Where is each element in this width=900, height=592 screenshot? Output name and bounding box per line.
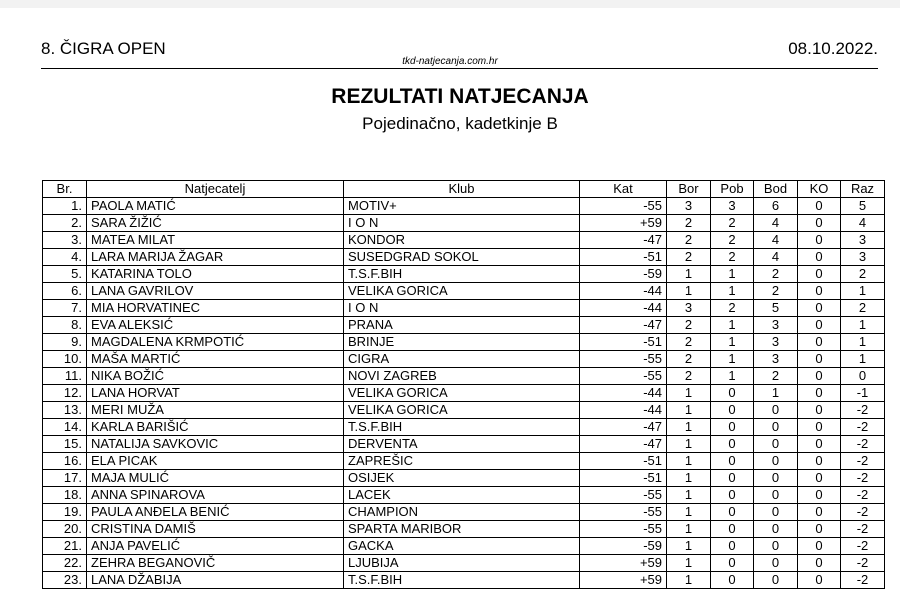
cell-competitor: LANA GAVRILOV xyxy=(87,283,344,300)
cell-competitor: KATARINA TOLO xyxy=(87,266,344,283)
cell-rank: 2. xyxy=(43,215,87,232)
cell-rank: 22. xyxy=(43,555,87,572)
cell-points: 3 xyxy=(754,334,798,351)
cell-points: 2 xyxy=(754,266,798,283)
cell-points: 0 xyxy=(754,504,798,521)
cell-points: 4 xyxy=(754,249,798,266)
cell-category: -55 xyxy=(580,351,667,368)
cell-ko: 0 xyxy=(798,487,841,504)
table-row xyxy=(43,504,885,521)
cell-ko: 0 xyxy=(798,504,841,521)
cell-points: 4 xyxy=(754,215,798,232)
cell-wins: 0 xyxy=(711,521,754,538)
page-subtitle: Pojedinačno, kadetkinje B xyxy=(362,114,558,133)
cell-points: 0 xyxy=(754,419,798,436)
cell-ko: 0 xyxy=(798,470,841,487)
cell-club: VELIKA GORICA xyxy=(344,283,580,300)
cell-competitor: MAŠA MARTIĆ xyxy=(87,351,344,368)
cell-fights: 1 xyxy=(667,436,711,453)
cell-competitor: CRISTINA DAMIŠ xyxy=(87,521,344,538)
cell-category: -55 xyxy=(580,504,667,521)
cell-club: MOTIV+ xyxy=(344,198,580,215)
cell-points: 1 xyxy=(754,385,798,402)
cell-club: CHAMPION xyxy=(344,504,580,521)
cell-competitor: PAULA ANĐELA BENIĆ xyxy=(87,504,344,521)
cell-rank: 15. xyxy=(43,436,87,453)
cell-wins: 2 xyxy=(711,300,754,317)
top-band xyxy=(0,0,900,8)
cell-competitor: MERI MUŽA xyxy=(87,402,344,419)
cell-difference: -2 xyxy=(841,470,885,487)
table-row xyxy=(43,300,885,317)
table-row xyxy=(43,555,885,572)
cell-rank: 9. xyxy=(43,334,87,351)
cell-category: -47 xyxy=(580,232,667,249)
cell-fights: 1 xyxy=(667,453,711,470)
cell-fights: 1 xyxy=(667,521,711,538)
cell-rank: 20. xyxy=(43,521,87,538)
table-row xyxy=(43,266,885,283)
cell-rank: 16. xyxy=(43,453,87,470)
cell-fights: 1 xyxy=(667,419,711,436)
cell-difference: -2 xyxy=(841,572,885,589)
cell-club: T.S.F.BIH xyxy=(344,419,580,436)
table-row xyxy=(43,419,885,436)
cell-club: ZAPREŠIC xyxy=(344,453,580,470)
cell-club: I O N xyxy=(344,300,580,317)
cell-difference: -2 xyxy=(841,453,885,470)
cell-wins: 0 xyxy=(711,504,754,521)
cell-competitor: KARLA BARIŠIĆ xyxy=(87,419,344,436)
cell-competitor: NATALIJA SAVKOVIC xyxy=(87,436,344,453)
cell-wins: 1 xyxy=(711,334,754,351)
cell-club: T.S.F.BIH xyxy=(344,572,580,589)
cell-fights: 2 xyxy=(667,368,711,385)
cell-points: 2 xyxy=(754,368,798,385)
cell-competitor: NIKA BOŽIĆ xyxy=(87,368,344,385)
cell-club: LJUBIJA xyxy=(344,555,580,572)
cell-rank: 7. xyxy=(43,300,87,317)
cell-fights: 1 xyxy=(667,470,711,487)
cell-difference: -2 xyxy=(841,521,885,538)
cell-category: -51 xyxy=(580,453,667,470)
cell-fights: 1 xyxy=(667,555,711,572)
cell-points: 0 xyxy=(754,521,798,538)
cell-wins: 2 xyxy=(711,215,754,232)
cell-fights: 1 xyxy=(667,487,711,504)
cell-wins: 0 xyxy=(711,538,754,555)
cell-competitor: ZEHRA BEGANOVIČ xyxy=(87,555,344,572)
cell-club: I O N xyxy=(344,215,580,232)
cell-category: +59 xyxy=(580,555,667,572)
cell-wins: 0 xyxy=(711,453,754,470)
cell-difference: 0 xyxy=(841,368,885,385)
cell-ko: 0 xyxy=(798,436,841,453)
cell-competitor: MAGDALENA KRMPOTIĆ xyxy=(87,334,344,351)
cell-wins: 0 xyxy=(711,470,754,487)
table-row xyxy=(43,351,885,368)
cell-points: 0 xyxy=(754,470,798,487)
cell-category: +59 xyxy=(580,215,667,232)
cell-rank: 10. xyxy=(43,351,87,368)
cell-category: -47 xyxy=(580,436,667,453)
cell-club: BRINJE xyxy=(344,334,580,351)
cell-wins: 0 xyxy=(711,385,754,402)
cell-club: PRANA xyxy=(344,317,580,334)
cell-rank: 4. xyxy=(43,249,87,266)
cell-ko: 0 xyxy=(798,334,841,351)
cell-fights: 2 xyxy=(667,334,711,351)
cell-difference: 2 xyxy=(841,300,885,317)
cell-club: SUSEDGRAD SOKOL xyxy=(344,249,580,266)
cell-competitor: ELA PICAK xyxy=(87,453,344,470)
cell-rank: 1. xyxy=(43,198,87,215)
header-divider xyxy=(41,68,878,69)
cell-ko: 0 xyxy=(798,249,841,266)
event-date: 08.10.2022. xyxy=(788,39,878,58)
cell-category: -55 xyxy=(580,368,667,385)
cell-fights: 3 xyxy=(667,198,711,215)
cell-category: +59 xyxy=(580,572,667,589)
cell-difference: 1 xyxy=(841,351,885,368)
cell-fights: 1 xyxy=(667,402,711,419)
cell-points: 6 xyxy=(754,198,798,215)
cell-difference: 1 xyxy=(841,317,885,334)
cell-fights: 1 xyxy=(667,266,711,283)
cell-club: SPARTA MARIBOR xyxy=(344,521,580,538)
cell-category: -47 xyxy=(580,419,667,436)
cell-difference: -2 xyxy=(841,436,885,453)
cell-fights: 1 xyxy=(667,385,711,402)
cell-club: DERVENTA xyxy=(344,436,580,453)
cell-rank: 12. xyxy=(43,385,87,402)
cell-rank: 23. xyxy=(43,572,87,589)
cell-ko: 0 xyxy=(798,300,841,317)
table-header-row xyxy=(43,181,885,198)
cell-club: VELIKA GORICA xyxy=(344,385,580,402)
cell-ko: 0 xyxy=(798,402,841,419)
table-row xyxy=(43,453,885,470)
cell-rank: 3. xyxy=(43,232,87,249)
col-header-ko: KO xyxy=(798,181,841,198)
table-row xyxy=(43,402,885,419)
table-row xyxy=(43,385,885,402)
table-row xyxy=(43,232,885,249)
col-header-kat: Kat xyxy=(580,181,667,198)
cell-ko: 0 xyxy=(798,419,841,436)
cell-competitor: MAJA MULIĆ xyxy=(87,470,344,487)
col-header-bor: Bor xyxy=(667,181,711,198)
cell-points: 0 xyxy=(754,555,798,572)
cell-club: GACKA xyxy=(344,538,580,555)
cell-ko: 0 xyxy=(798,317,841,334)
cell-ko: 0 xyxy=(798,198,841,215)
cell-difference: -2 xyxy=(841,419,885,436)
cell-points: 0 xyxy=(754,538,798,555)
cell-difference: 1 xyxy=(841,283,885,300)
cell-competitor: EVA ALEKSIĆ xyxy=(87,317,344,334)
cell-difference: 2 xyxy=(841,266,885,283)
cell-ko: 0 xyxy=(798,453,841,470)
cell-category: -44 xyxy=(580,283,667,300)
cell-category: -59 xyxy=(580,266,667,283)
cell-competitor: MIA HORVATINEC xyxy=(87,300,344,317)
cell-ko: 0 xyxy=(798,232,841,249)
cell-wins: 0 xyxy=(711,402,754,419)
cell-difference: -2 xyxy=(841,402,885,419)
table-row xyxy=(43,283,885,300)
cell-fights: 1 xyxy=(667,504,711,521)
cell-fights: 1 xyxy=(667,572,711,589)
cell-competitor: PAOLA MATIĆ xyxy=(87,198,344,215)
cell-club: KONDOR xyxy=(344,232,580,249)
cell-difference: -2 xyxy=(841,555,885,572)
cell-wins: 0 xyxy=(711,572,754,589)
cell-category: -44 xyxy=(580,402,667,419)
cell-fights: 1 xyxy=(667,283,711,300)
cell-difference: 3 xyxy=(841,249,885,266)
cell-difference: -1 xyxy=(841,385,885,402)
event-name: 8. ČIGRA OPEN xyxy=(41,39,166,58)
website-link[interactable]: tkd-natjecanja.com.hr xyxy=(402,56,498,67)
cell-ko: 0 xyxy=(798,215,841,232)
cell-rank: 8. xyxy=(43,317,87,334)
table-row xyxy=(43,470,885,487)
cell-fights: 2 xyxy=(667,232,711,249)
col-header-club: Klub xyxy=(344,181,580,198)
cell-club: LACEK xyxy=(344,487,580,504)
cell-points: 0 xyxy=(754,572,798,589)
table-row xyxy=(43,487,885,504)
cell-category: -55 xyxy=(580,198,667,215)
cell-difference: -2 xyxy=(841,538,885,555)
table-row xyxy=(43,572,885,589)
cell-category: -51 xyxy=(580,334,667,351)
cell-points: 0 xyxy=(754,402,798,419)
table-row xyxy=(43,334,885,351)
cell-difference: 4 xyxy=(841,215,885,232)
cell-difference: 5 xyxy=(841,198,885,215)
cell-rank: 14. xyxy=(43,419,87,436)
cell-wins: 1 xyxy=(711,266,754,283)
col-header-br: Br. xyxy=(43,181,87,198)
cell-category: -51 xyxy=(580,470,667,487)
cell-fights: 2 xyxy=(667,351,711,368)
cell-wins: 0 xyxy=(711,419,754,436)
cell-difference: 1 xyxy=(841,334,885,351)
cell-competitor: LANA HORVAT xyxy=(87,385,344,402)
cell-ko: 0 xyxy=(798,351,841,368)
cell-wins: 1 xyxy=(711,317,754,334)
cell-rank: 5. xyxy=(43,266,87,283)
col-header-raz: Raz xyxy=(841,181,885,198)
cell-club: OSIJEK xyxy=(344,470,580,487)
table-row xyxy=(43,249,885,266)
cell-competitor: ANJA PAVELIĆ xyxy=(87,538,344,555)
cell-rank: 11. xyxy=(43,368,87,385)
cell-competitor: SARA ŽIŽIĆ xyxy=(87,215,344,232)
cell-points: 3 xyxy=(754,317,798,334)
cell-ko: 0 xyxy=(798,555,841,572)
cell-fights: 2 xyxy=(667,317,711,334)
cell-competitor: MATEA MILAT xyxy=(87,232,344,249)
cell-ko: 0 xyxy=(798,283,841,300)
cell-ko: 0 xyxy=(798,368,841,385)
cell-wins: 2 xyxy=(711,249,754,266)
cell-club: CIGRA xyxy=(344,351,580,368)
table-row xyxy=(43,215,885,232)
cell-rank: 6. xyxy=(43,283,87,300)
cell-category: -51 xyxy=(580,249,667,266)
cell-fights: 2 xyxy=(667,215,711,232)
results-body xyxy=(43,198,885,589)
cell-category: -59 xyxy=(580,538,667,555)
cell-points: 0 xyxy=(754,453,798,470)
table-row xyxy=(43,368,885,385)
col-header-name: Natjecatelj xyxy=(87,181,344,198)
cell-points: 3 xyxy=(754,351,798,368)
col-header-pob: Pob xyxy=(711,181,754,198)
cell-wins: 0 xyxy=(711,436,754,453)
cell-category: -47 xyxy=(580,317,667,334)
cell-points: 0 xyxy=(754,487,798,504)
table-row xyxy=(43,521,885,538)
cell-wins: 1 xyxy=(711,283,754,300)
cell-competitor: ANNA SPINAROVA xyxy=(87,487,344,504)
cell-difference: -2 xyxy=(841,504,885,521)
cell-points: 0 xyxy=(754,436,798,453)
cell-club: VELIKA GORICA xyxy=(344,402,580,419)
cell-rank: 17. xyxy=(43,470,87,487)
cell-club: T.S.F.BIH xyxy=(344,266,580,283)
cell-fights: 1 xyxy=(667,538,711,555)
cell-category: -55 xyxy=(580,521,667,538)
cell-wins: 1 xyxy=(711,368,754,385)
table-row xyxy=(43,198,885,215)
cell-ko: 0 xyxy=(798,266,841,283)
col-header-bod: Bod xyxy=(754,181,798,198)
cell-wins: 2 xyxy=(711,232,754,249)
cell-fights: 3 xyxy=(667,300,711,317)
cell-club: NOVI ZAGREB xyxy=(344,368,580,385)
cell-competitor: LANA DŽABIJA xyxy=(87,572,344,589)
cell-wins: 0 xyxy=(711,555,754,572)
cell-points: 2 xyxy=(754,283,798,300)
table-row xyxy=(43,317,885,334)
cell-rank: 19. xyxy=(43,504,87,521)
cell-category: -55 xyxy=(580,487,667,504)
cell-rank: 21. xyxy=(43,538,87,555)
cell-competitor: LARA MARIJA ŽAGAR xyxy=(87,249,344,266)
cell-difference: 3 xyxy=(841,232,885,249)
cell-ko: 0 xyxy=(798,385,841,402)
table-row xyxy=(43,538,885,555)
cell-points: 5 xyxy=(754,300,798,317)
cell-difference: -2 xyxy=(841,487,885,504)
cell-points: 4 xyxy=(754,232,798,249)
page-title: REZULTATI NATJECANJA xyxy=(331,85,589,108)
cell-fights: 2 xyxy=(667,249,711,266)
cell-category: -44 xyxy=(580,385,667,402)
table-row xyxy=(43,436,885,453)
cell-ko: 0 xyxy=(798,538,841,555)
cell-ko: 0 xyxy=(798,572,841,589)
cell-rank: 18. xyxy=(43,487,87,504)
results-table xyxy=(42,180,885,589)
cell-ko: 0 xyxy=(798,521,841,538)
cell-wins: 3 xyxy=(711,198,754,215)
cell-wins: 0 xyxy=(711,487,754,504)
cell-category: -44 xyxy=(580,300,667,317)
cell-wins: 1 xyxy=(711,351,754,368)
cell-rank: 13. xyxy=(43,402,87,419)
